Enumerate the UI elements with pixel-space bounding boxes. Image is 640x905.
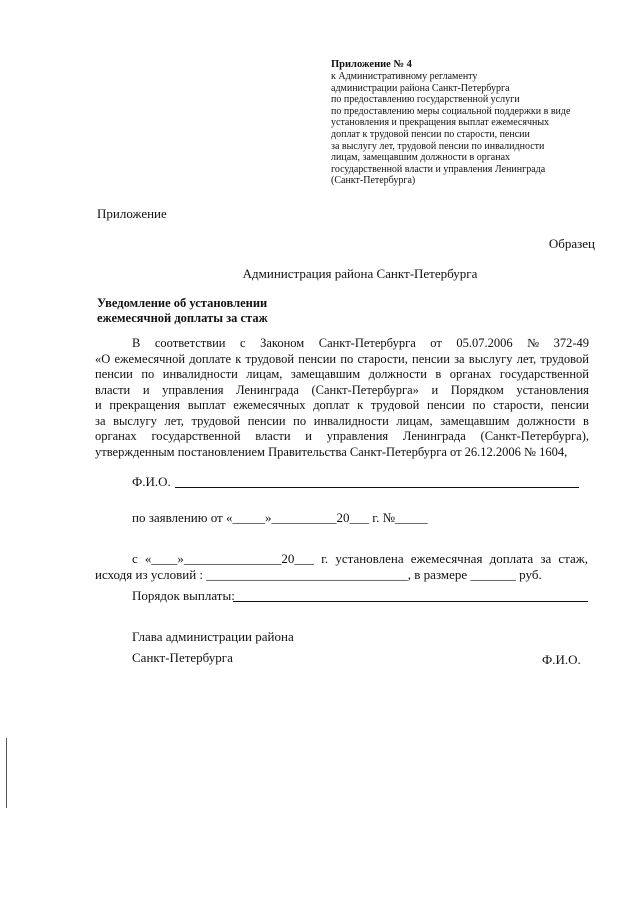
header-line: администрации района Санкт-Петербурга (331, 82, 510, 94)
signatory-position: Глава администрации района (132, 629, 294, 644)
header-line: доплат к трудовой пенсии по старости, пенсии (331, 128, 530, 140)
application-line: по заявлению от «_____»__________20___ г. №_____ (132, 510, 428, 525)
conditions-line: исходя из условий : _______________________________, в размере _______ руб. (95, 567, 542, 582)
payment-order-label: Порядок выплаты: (132, 588, 235, 603)
body-line: власти и управления Ленинграда (Санкт-Петербурга» и Порядком установления (95, 382, 589, 397)
notice-title-line: Уведомление об установлении (97, 296, 268, 310)
appendix-label: Приложение (97, 206, 167, 221)
body-line: утвержденным постановлением Правительства Санкт-Петербурга от 26.12.2006 № 1604, (95, 444, 568, 459)
body-line: «О ежемесячной доплате к трудовой пенсии по старости, пенсии за выслугу лет, трудовой (95, 351, 589, 366)
header-line: государственной власти и управления Ленинграда (331, 163, 546, 175)
header-line: по предоставлению меры социальной поддержки в виде (331, 105, 571, 117)
notice-body (95, 336, 589, 460)
since-line: с «____»_______________20___ г. установлена ежемесячная доплата за стаж, (132, 551, 588, 566)
body-line: органах государственной власти и управления Ленинграда (Санкт-Петербурга), (95, 429, 589, 443)
signatory-city: Санкт-Петербурга (132, 650, 233, 665)
payment-order-blank-line (233, 601, 588, 602)
administration-title: Администрация района Санкт-Петербурга (242, 266, 478, 281)
header-line: к Административному регламенту (331, 71, 478, 82)
body-line: за выслугу лет, трудовой пенсии по инвалидности лицам, замещавшим должности в (95, 413, 589, 428)
header-line: установления и прекращения выплат ежемесячных (331, 117, 550, 129)
body-line: и прекращения выплат ежемесячных доплат к трудовой пенсии по старости, пенсии (95, 398, 589, 412)
sample-label: Образец (548, 236, 595, 251)
appendix-number: Приложение № 4 (331, 59, 412, 70)
margin-mark (6, 738, 7, 808)
body-line: В соответствии с Законом Санкт-Петербурга от 05.07.2006 № 372-49 (132, 336, 589, 350)
header-line: лицам, замещавшим должности в органах (331, 152, 511, 164)
appendix-header (331, 58, 591, 187)
header-line: за выслугу лет, трудовой пенсии по инвалидности (331, 140, 545, 152)
signatory-fio: Ф.И.О. (542, 652, 581, 667)
notice-title-line: ежемесячной доплаты за стаж (97, 311, 268, 325)
fio-blank-line (175, 487, 579, 488)
fio-label: Ф.И.О. (132, 474, 171, 489)
header-line: (Санкт-Петербурга) (331, 175, 416, 187)
notice-title (97, 296, 268, 326)
body-line: пенсии по инвалидности лицам, замещавшим должности в органах государственной (95, 367, 589, 381)
header-line: по предоставлению государственной услуги (331, 94, 520, 106)
